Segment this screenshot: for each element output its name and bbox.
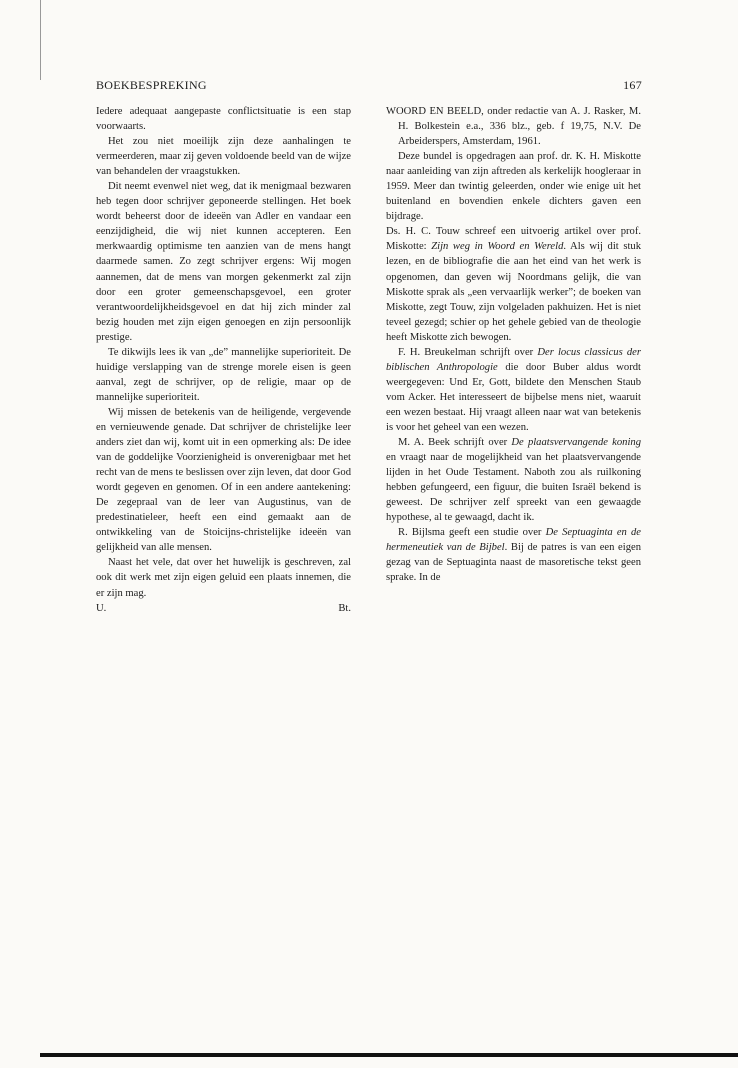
page-number: 167 (623, 78, 642, 92)
paragraph: M. A. Beek schrijft over De plaatsvervangende koning en vraagt naar de mogelijkheid van het plaatsvervangende lijden in het Oude Testament. Naboth zou als ruilkoning hebben gefungeerd, een figuur, die buiten Israël bekend is geweest. De schrijver zelf spreekt van een gewaagde hypothese, al te gewaagd, dacht ik. (386, 437, 641, 524)
reviewer-signature (96, 601, 351, 616)
paragraph: Naast het vele, dat over het huwelijk is geschreven, zal ook dit werk met zijn eigen geluid een plaats innemen, die er zijn mag. (96, 557, 351, 599)
signature-right: Bt. (338, 602, 351, 614)
book-entry: WOORD EN BEELD, onder redactie van A. J. Rasker, M. H. Bolkestein e.a., 336 blz., geb. f 19,75, N.V. De Arbeiderspers, Amsterdam, 1961. (386, 106, 641, 148)
paragraph: F. H. Breukelman schrijft over Der locus classicus der biblischen Anthropologie die door Buber aldus wordt weergegeven: Und Er, Gott, bildete den Menschen Staub vom Acker. Het interesseert de bijbelse mens niet, waaruit een wezen bestaat. Hij vraagt alleen naar wat van betekenis is voor het geheel van een wezen. (386, 346, 641, 433)
paragraph: Deze bundel is opgedragen aan prof. dr. K. H. Miskotte naar aanleiding van zijn aftreden als kerkelijk hoogleraar in 1959. Meer dan twintig geleerden, onder wie enige uit het buitenland en bovendien enkele dichters gaven een bijdrage. (386, 151, 641, 223)
paragraph: Het zou niet moeilijk zijn deze aanhalingen te vermeerderen, maar zij geven voldoende beeld van de wijze van behandelen der vraagstukken. (96, 136, 351, 178)
left-column (96, 104, 351, 616)
bottom-rule (40, 1053, 738, 1057)
section-title: BOEKBESPREKING (96, 78, 207, 92)
paragraph: Dit neemt evenwel niet weg, dat ik menigmaal bezwaren heb tegen door schrijver geponeerde stellingen. Het boek wordt beheerst door de ideeën van Adler en vandaar een eenzijdigheid, die wij niet kunnen accepteren. Een merkwaardig optimisme ten aanzien van de mens hangt daarmede samen. Zo zegt schrijver ergens: Wij mogen aannemen, dat de mens van morgen gekenmerkt zal zijn door een groter gemeenschapsgevoel, een groter verantwoordelijkheidsgevoel en dat hij zich minder zal bezig houden met zijn eigen genoegen en zijn persoonlijk prestige. (96, 181, 351, 343)
paragraph: Wij missen de betekenis van de heiligende, vergevende en vernieuwende genade. Dat schrijver de christelijke leer anders ziet dan wij, komt uit in een opmerking als: De idee van de goddelijke Voorzienigheid is onverenigbaar met het recht van de mens te beslissen over zijn leven, dat door God wordt gegeven en genomen. Of in een andere aantekening: De zegepraal van de leer van Augustinus, van de predestinatieleer, heeft een eind gemaakt aan de ontwikkeling van de Stoicijns-christelijke ideeën van gelijkheid van alle mensen. (96, 406, 351, 554)
left-margin-line (40, 0, 41, 80)
paragraph: Ds. H. C. Touw schreef een uitvoerig artikel over prof. Miskotte: Zijn weg in Woord en Wereld. Als wij dit stuk lezen, en de bibliografie die aan het eind van het werk is opgenomen, dan geven wij Noordmans gelijk, die van Miskotte sprak als „een vervaarlijk werker”; de boeken van Miskotte, zegt Touw, zijn volgeladen pakhuizen. Het is niet teveel gezegd; schier op het gehele gebied van de theologie heeft Miskotte zich bewogen. (386, 226, 641, 343)
article-title: Zijn weg in Woord en Wereld (431, 241, 564, 253)
article-title: Der locus classicus der biblischen Anthropologie (386, 346, 641, 373)
paragraph: Te dikwijls lees ik van „de” mannelijke superioriteit. De huidige verslapping van de strenge morele eisen is geen aanval, zegt de schrijver, op de religie, maar op de mannelijke superioriteit. (96, 346, 351, 403)
paragraph: R. Bijlsma geeft een studie over De Septuaginta en de hermeneutiek van de Bijbel. Bij de patres is van een eigen gezag van de Septuaginta naast de masoretische tekst geen sprake. In de (386, 527, 641, 584)
right-column (386, 104, 641, 586)
article-title: De plaatsvervangende koning (511, 437, 641, 449)
paragraph: Iedere adequaat aangepaste conflictsituatie is een stap voorwaarts. (96, 106, 351, 133)
article-title: De Septuaginta en de hermeneutiek van de Bijbel (386, 527, 641, 554)
running-head (96, 78, 642, 94)
signature-left: U. (96, 602, 107, 614)
